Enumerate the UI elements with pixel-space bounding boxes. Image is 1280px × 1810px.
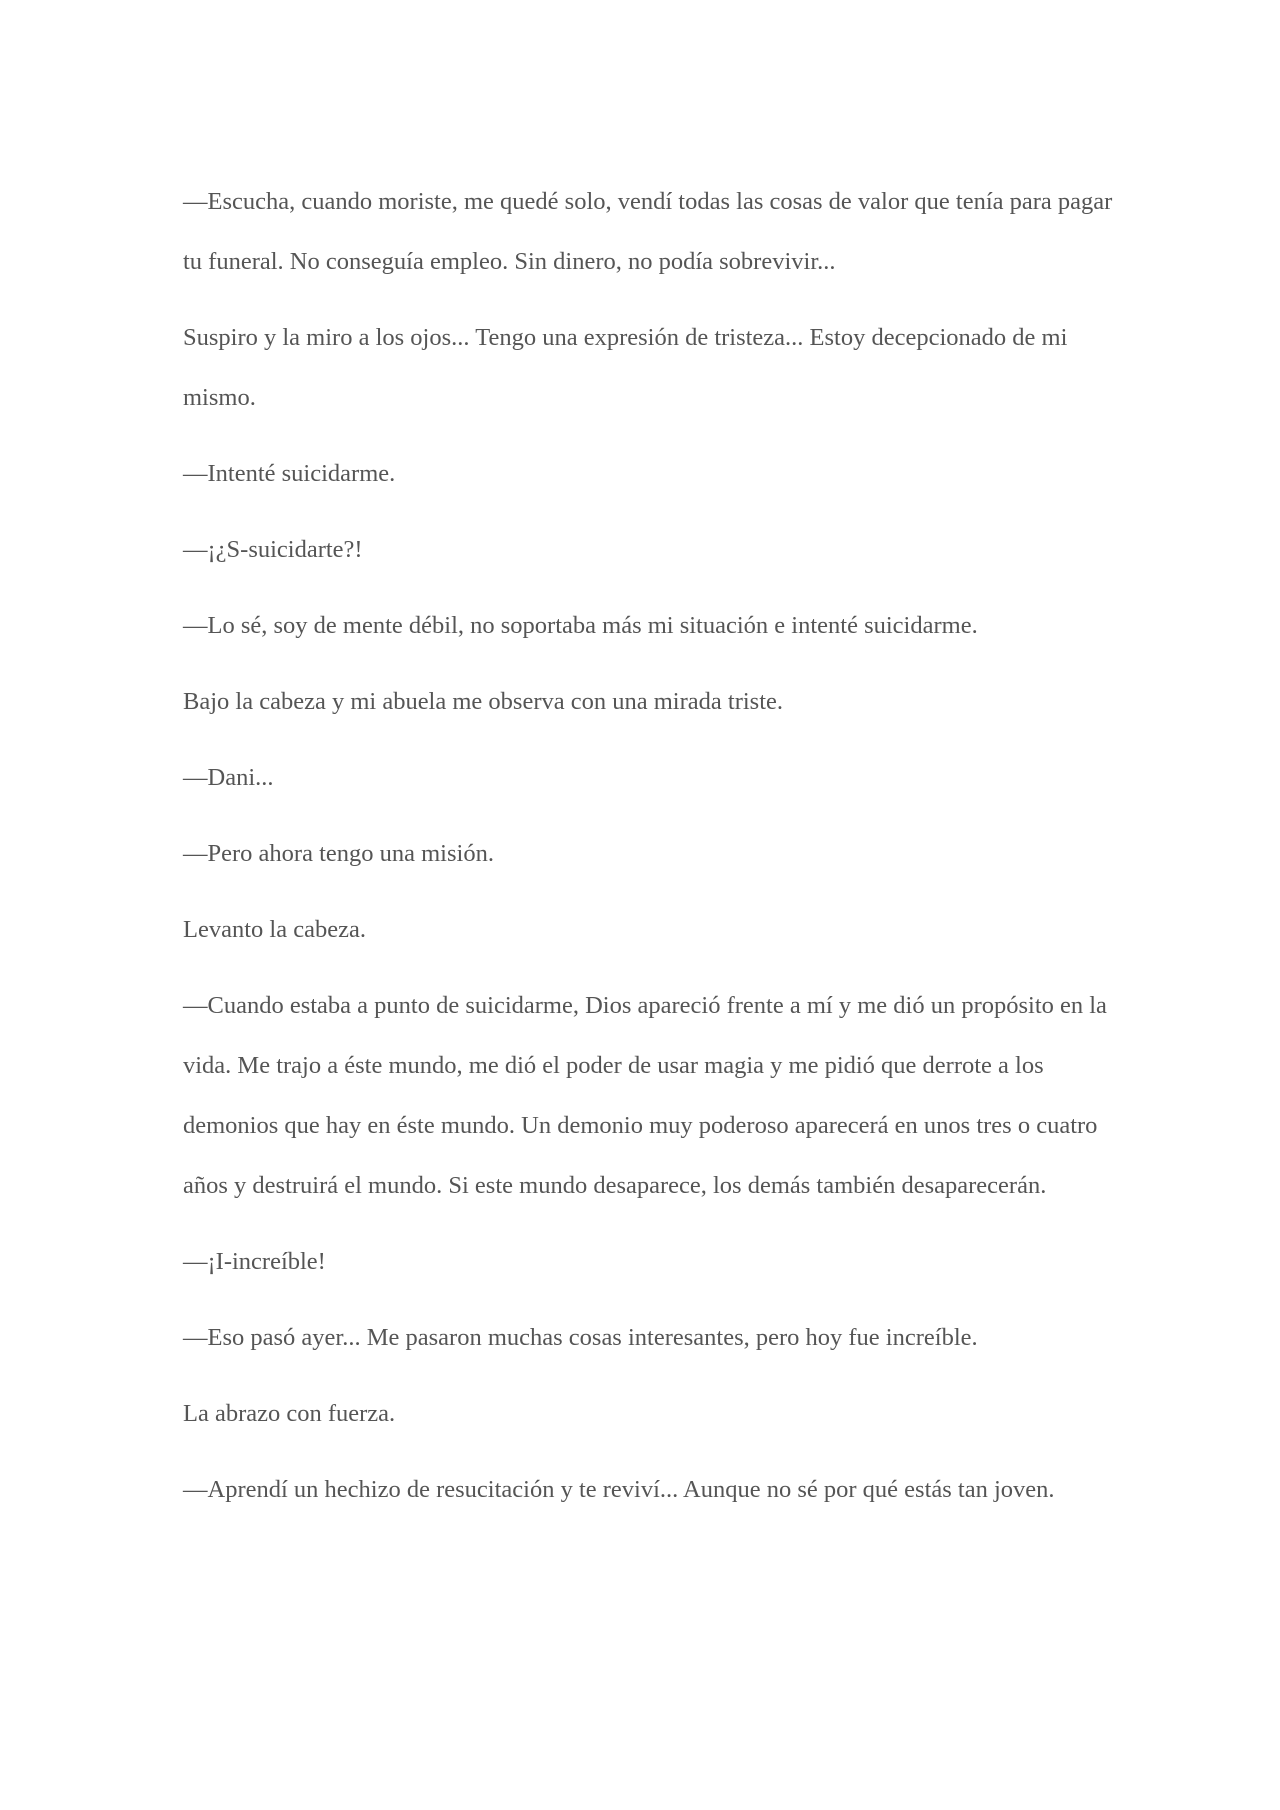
paragraph: Bajo la cabeza y mi abuela me observa con una mirada triste.	[183, 688, 783, 715]
paragraph: —¡¿S-suicidarte?!	[183, 536, 363, 563]
paragraph: Suspiro y la miro a los ojos... Tengo una expresión de tristeza... Estoy decepcionado de mi mismo.	[183, 324, 1068, 411]
paragraph: —Pero ahora tengo una misión.	[183, 840, 494, 867]
paragraph: —Lo sé, soy de mente débil, no soportaba más mi situación e intenté suicidarme.	[183, 612, 978, 639]
paragraph: —¡I-increíble!	[183, 1248, 326, 1275]
paragraph: —Intenté suicidarme.	[183, 460, 396, 487]
paragraph: —Escucha, cuando moriste, me quedé solo, vendí todas las cosas de valor que tenía para pagar tu funeral. No conseguía empleo. Sin dinero, no podía sobrevivir...	[183, 188, 1113, 275]
text-body	[183, 172, 1113, 1536]
paragraph: —Aprendí un hechizo de resucitación y te reviví... Aunque no sé por qué estás tan joven.	[183, 1476, 1055, 1503]
paragraph: —Dani...	[183, 764, 274, 791]
paragraph: —Cuando estaba a punto de suicidarme, Dios apareció frente a mí y me dió un propósito en la vida. Me trajo a éste mundo, me dió el poder de usar magia y me pidió que derrote a los demonios que hay en éste mundo. Un demonio muy poderoso aparecerá en unos tres o cuatro años y destruirá el mundo. Si este mundo desaparece, los demás también desaparecerán.	[183, 992, 1107, 1199]
paragraph: Levanto la cabeza.	[183, 916, 366, 943]
paragraph: La abrazo con fuerza.	[183, 1400, 396, 1427]
paragraph: —Eso pasó ayer... Me pasaron muchas cosas interesantes, pero hoy fue increíble.	[183, 1324, 978, 1351]
